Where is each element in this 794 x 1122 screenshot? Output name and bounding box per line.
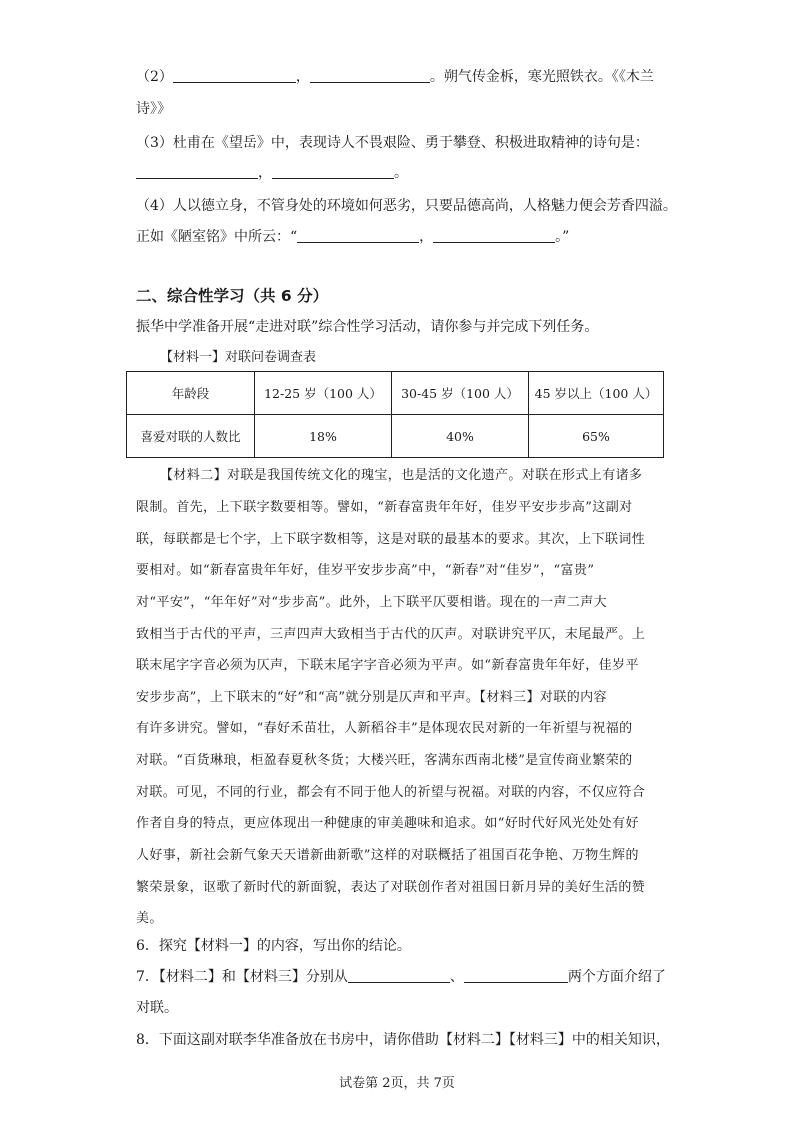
section-heading: 二、综合性学习（共 6 分） bbox=[136, 287, 329, 305]
material-line: 限制。首先，上下联字数要相等。譬如，“新春富贵年年好，佳岁平安步步高”这副对 bbox=[136, 500, 633, 515]
material-line: 安步步高”，上下联末的“好”和“高”就分别是仄声和平声。【材料三】对联的内容 bbox=[136, 690, 607, 705]
material-line: 有许多讲究。譬如，“春好禾苗壮，人新稻谷丰”是体现农民对新的一年祈望与祝福的 bbox=[136, 721, 633, 736]
material-line: 人好事，新社会新气象天天谱新曲新歌”这样的对联概括了祖国百花争艳、万物生辉的 bbox=[136, 848, 639, 863]
question-7 bbox=[136, 966, 666, 986]
table-row bbox=[127, 415, 664, 458]
q7-suffix: 两个方面介绍了 bbox=[567, 969, 666, 985]
question-7-line-2: 对联。 bbox=[136, 1000, 178, 1016]
table-cell: 喜爱对联的人数比 bbox=[127, 415, 255, 458]
q4-prefix: 正如《陋室铭》中所云：“ bbox=[136, 229, 298, 245]
table-cell: 40% bbox=[392, 415, 529, 458]
q2-line bbox=[136, 66, 654, 86]
q2-blank-1[interactable] bbox=[173, 67, 296, 83]
header-cell: 30-45 岁（100 人） bbox=[392, 372, 529, 415]
header-cell: 年龄段 bbox=[127, 372, 255, 415]
material-line: 对联。“百货琳琅，柜盈春夏秋冬货；大楼兴旺，客满东西南北楼”是宣传商业繁荣的 bbox=[136, 753, 633, 768]
survey-table bbox=[126, 371, 664, 458]
q3-line-2 bbox=[136, 162, 408, 182]
q7-blank-2[interactable] bbox=[464, 967, 568, 983]
material-line: 致相当于古代的平声，三声四声大致相当于古代的仄声。对联讲究平仄，末尾最严。上 bbox=[136, 627, 646, 642]
q7-prefix: 7．【材料二】和【材料三】分别从 bbox=[136, 969, 348, 985]
question-8: 8．下面这副对联李华准备放在书房中，请你借助【材料二】【材料三】中的相关知识， bbox=[136, 1032, 670, 1048]
q2-separator: ， bbox=[295, 69, 310, 85]
question-6: 6．探究【材料一】的内容，写出你的结论。 bbox=[136, 938, 411, 954]
q4-blank-1[interactable] bbox=[297, 227, 419, 243]
q3-line-1: （3）杜甫在《望岳》中，表现诗人不畏艰险、勇于攀登、积极进取精神的诗句是： bbox=[136, 135, 649, 151]
material-line: 对联。可见，不同的行业，都会有不同于他人的祈望与祝福。对联的内容，不仅应符合 bbox=[136, 785, 646, 800]
q4-blank-2[interactable] bbox=[433, 227, 555, 243]
table-header-row bbox=[127, 372, 664, 415]
table-cell: 65% bbox=[529, 415, 664, 458]
material-line: 作者自身的特点，更应体现出一种健康的审美趣味和追求。如“好时代好风光处处有好 bbox=[136, 816, 639, 831]
q3-separator: ， bbox=[258, 165, 272, 181]
q2-prefix: （2） bbox=[136, 69, 173, 85]
q3-blank-2[interactable] bbox=[272, 163, 394, 179]
material-line: 联末尾字字音必须为仄声，下联末尾字字音必须为平声。如“新春富贵年年好，佳岁平 bbox=[136, 658, 639, 673]
material-line: 联，每联都是七个字，上下联字数相等，这是对联的最基本的要求。其次，上下联词性 bbox=[136, 532, 646, 547]
q4-line-2 bbox=[136, 226, 569, 246]
q7-blank-1[interactable] bbox=[348, 967, 450, 983]
table-caption: 【材料一】对联问卷调查表 bbox=[160, 350, 317, 365]
section-intro: 振华中学准备开展“走进对联”综合性学习活动，请你参与并完成下列任务。 bbox=[136, 319, 599, 335]
table-cell: 18% bbox=[255, 415, 392, 458]
header-cell: 12-25 岁（100 人） bbox=[255, 372, 392, 415]
material-line: 美。 bbox=[136, 911, 163, 926]
q4-end: 。” bbox=[555, 229, 570, 245]
material-line: 繁荣景象，讴歌了新时代的新面貌，表达了对联创作者对祖国日新月异的美好生活的赞 bbox=[136, 880, 646, 895]
header-cell: 45 岁以上（100 人） bbox=[529, 372, 664, 415]
material-line: 【材料二】对联是我国传统文化的瑰宝，也是活的文化遗产。对联在形式上有诸多 bbox=[160, 468, 643, 483]
material-line: 要相对。如“新春富贵年年好，佳岁平安步步高”中，“新春”对“佳岁”，“富贵” bbox=[136, 563, 595, 578]
material-line: 对“平安”，“年年好”对“步步高”。此外，上下联平仄要相谐。现在的一声二声大 bbox=[136, 595, 608, 610]
page-footer: 试卷第 2页，共 7页 bbox=[339, 1076, 455, 1091]
q2-line-2: 诗》》 bbox=[136, 101, 171, 117]
q3-end: 。 bbox=[394, 165, 408, 181]
q3-blank-1[interactable] bbox=[136, 163, 258, 179]
q7-separator: 、 bbox=[449, 969, 464, 985]
q2-blank-2[interactable] bbox=[310, 67, 430, 83]
q4-line-1: （4）人以德立身，不管身处的环境如何恶劣，只要品德高尚，人格魅力便会芳香四溢。 bbox=[136, 198, 677, 214]
q2-suffix: 。朔气传金柝，寒光照铁衣。《《木兰 bbox=[429, 69, 654, 85]
q4-separator: ， bbox=[419, 229, 434, 245]
